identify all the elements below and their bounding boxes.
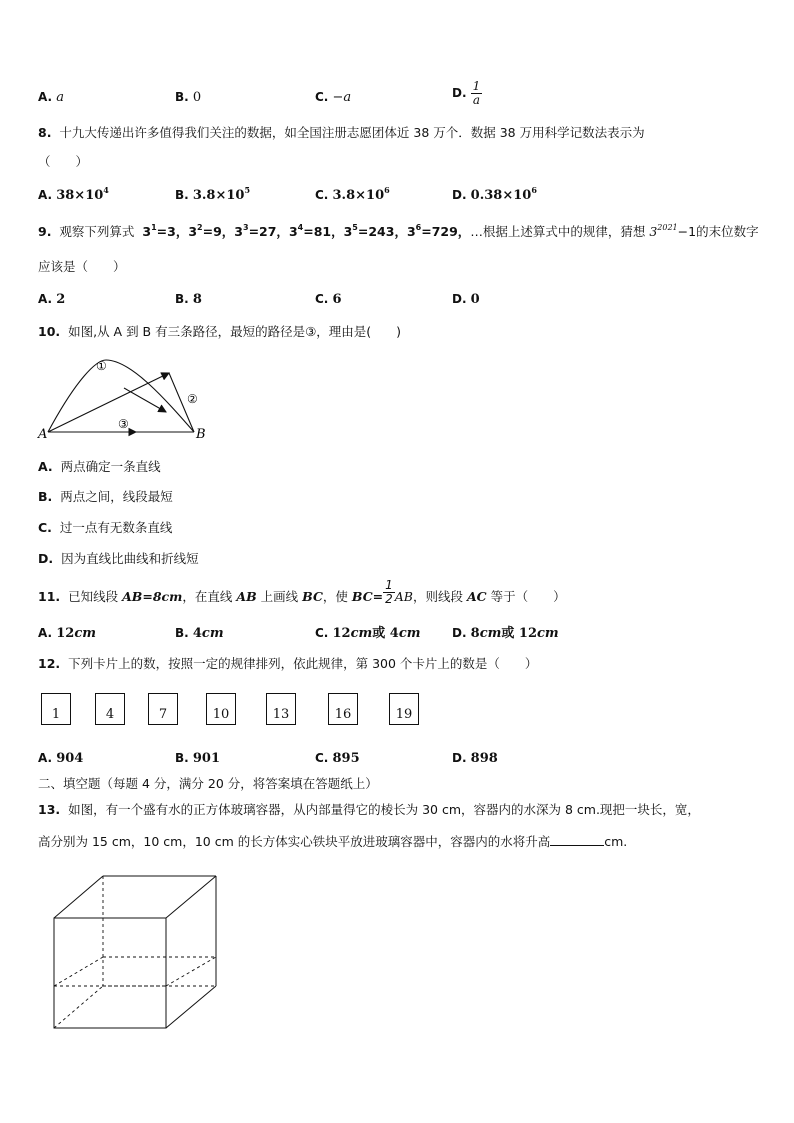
answer-blank[interactable]: [550, 833, 604, 846]
q7-option-b: B. 0: [175, 90, 202, 105]
q10-option-c: C. 过一点有无数条直线: [38, 520, 173, 535]
number-card: 16: [328, 693, 358, 725]
q12-option-b: B. 901: [175, 751, 220, 766]
q10-option-d: D. 因为直线比曲线和折线短: [38, 551, 199, 566]
q8-option-d: D. $0.38\times 10^6$: [452, 185, 537, 203]
q7-option-d: D. $\frac{1}{a}$: [452, 79, 481, 107]
q9-option-d: D. 0: [452, 292, 480, 307]
q9-option-b: B. 8: [175, 292, 202, 307]
q10-path-figure: [36, 350, 216, 442]
q7-option-c: C. −a: [315, 90, 352, 105]
q10-option-b: B. 两点之间，线段最短: [38, 489, 173, 504]
q13-stem-line2: 高分别为 15 cm，10 cm，10 cm 的长方体实心铁块平放进玻璃容器中，容器内的水将升高 cm.: [38, 834, 628, 849]
q11-stem: 11. 已知线段 AB=8cm，在直线 AB 上画线 BC，使 BC= $\frac{1}{2}$ AB，则线段 AC 等于（ ）: [38, 578, 566, 606]
q8-paren: （ ）: [38, 154, 89, 169]
q10-stem: 10. 如图,从 A 到 B 有三条路径，最短的路径是③，理由是( ): [38, 324, 402, 339]
q11-option-c: C. 12cm或 4cm: [315, 626, 421, 641]
q12-stem: 12. 下列卡片上的数，按照一定的规律排列，依此规律，第 300 个卡片上的数是（ ）: [38, 656, 538, 671]
point-a-label: A: [38, 427, 48, 442]
q9-stem: 9. 观察下列算式 $3^1=3$，$3^2=9$，$3^3=27$，$3^4=81$，$3^5=243$，$3^6=729$，…根据上述算式中的规律，猜想 $3^{2021}-1$的末位数字: [38, 223, 759, 239]
path-arrow-mid: [124, 388, 166, 412]
path-2-up: [48, 373, 169, 432]
q8-option-a: A. $38\times 10^4$: [38, 185, 109, 203]
path-2-label: ②: [187, 392, 198, 406]
q7-option-a: A. a: [38, 90, 64, 105]
q11-option-a: A. 12cm: [38, 626, 96, 641]
number-card: 7: [148, 693, 178, 725]
path-1-label: ①: [96, 359, 107, 373]
number-card: 1: [41, 693, 71, 725]
q12-options: [38, 749, 758, 769]
q12-option-c: C. 895: [315, 751, 360, 766]
q13-stem: 13. 如图，有一个盛有水的正方体玻璃容器，从内部量得它的棱长为 30 cm，容器内的水深为 8 cm.现把一块长，宽，: [38, 802, 700, 817]
fraction-half: $\frac{1}{2}$: [385, 578, 393, 606]
q11-options: [38, 624, 758, 644]
q10-option-a: A. 两点确定一条直线: [38, 459, 161, 474]
q12-option-a: A. 904: [38, 751, 84, 766]
number-card: 19: [389, 693, 419, 725]
section-heading: 二、填空题（每题 4 分，满分 20 分，将答案填在答题纸上）: [38, 776, 378, 791]
number-card: 10: [206, 693, 236, 725]
q12-option-d: D. 898: [452, 751, 498, 766]
fraction: $\frac{1}{a}$: [472, 79, 481, 107]
q8-option-c: C. $3.8\times 10^6$: [315, 185, 390, 203]
number-card: 4: [95, 693, 125, 725]
q7-options: [38, 79, 758, 108]
q8-options: [38, 186, 758, 206]
q9-options: [38, 290, 758, 310]
path-3-label: ③: [118, 417, 129, 431]
cube-front-face: [54, 918, 166, 1028]
number-card: 13: [266, 693, 296, 725]
q9-stem-line2: 应该是（ ）: [38, 259, 126, 274]
q11-option-d: D. 8cm或 12cm: [452, 626, 559, 641]
q8-option-b: B. $3.8\times 10^5$: [175, 185, 251, 203]
q8-stem: 8. 十九大传递出许多值得我们关注的数据，如全国注册志愿团体近 38 万个．数据 38 万用科学记数法表示为: [38, 125, 645, 140]
point-b-label: B: [196, 427, 206, 442]
q11-option-b: B. 4cm: [175, 626, 224, 641]
q9-option-a: A. 2: [38, 292, 66, 307]
q13-cube-figure: [50, 872, 222, 1032]
q9-option-c: C. 6: [315, 292, 342, 307]
